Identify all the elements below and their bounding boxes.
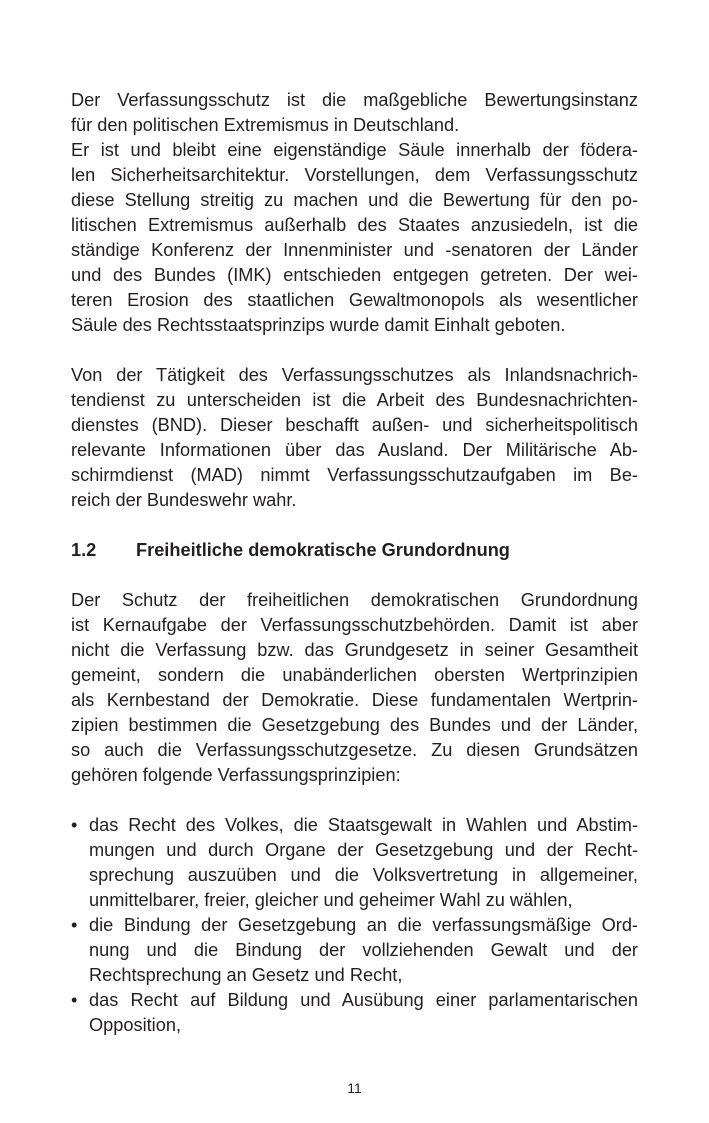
text-line: len Sicherheitsarchitektur. Vorstellungen, dem Verfassungsschutz bbox=[71, 165, 638, 185]
text-line: sprechung auszuüben und die Volksvertretung in allgemeiner, bbox=[89, 865, 638, 885]
text-line: für den politischen Extremismus in Deutschland. bbox=[71, 115, 460, 135]
text-line: Opposition, bbox=[89, 1015, 182, 1035]
text-line: ständige Konferenz der Innenminister und -senatoren der Länder bbox=[71, 240, 638, 260]
list-item bbox=[71, 988, 638, 1038]
text-line: Der Schutz der freiheitlichen demokratischen Grundordnung bbox=[71, 590, 638, 610]
paragraph-3 bbox=[71, 363, 638, 513]
list-item bbox=[71, 813, 638, 913]
text-line: so auch die Verfassungsschutzgesetze. Zu diesen Grundsätzen bbox=[71, 740, 638, 760]
text-line: dienstes (BND). Dieser beschafft außen- und sicherheitspolitisch bbox=[71, 415, 638, 435]
text-line: reich der Bundeswehr wahr. bbox=[71, 490, 297, 510]
page-body bbox=[71, 88, 638, 1038]
text-line: das Recht auf Bildung und Ausübung einer parlamentarischen bbox=[89, 990, 638, 1010]
text-line: diese Stellung streitig zu machen und die Bewertung für den po- bbox=[71, 190, 638, 210]
section-title: Freiheitliche demokratische Grundordnung bbox=[136, 540, 510, 560]
section-heading bbox=[71, 538, 638, 563]
text-line: Von der Tätigkeit des Verfassungsschutzes als Inlandsnachrich- bbox=[71, 365, 638, 385]
text-line: tendienst zu unterscheiden ist die Arbeit des Bundesnachrichten- bbox=[71, 390, 638, 410]
text-line: Rechtsprechung an Gesetz und Recht, bbox=[89, 965, 403, 985]
paragraph-2 bbox=[71, 138, 638, 338]
paragraph-gap bbox=[71, 563, 638, 588]
bullet-icon: • bbox=[71, 990, 78, 1010]
text-line: ist Kernaufgabe der Verfassungsschutzbehörden. Damit ist aber bbox=[71, 615, 638, 635]
text-line: mungen und durch Organe der Gesetzgebung und der Recht- bbox=[89, 840, 638, 860]
text-line: Er ist und bleibt eine eigenständige Säule innerhalb der föderа- bbox=[71, 140, 638, 160]
paragraph-1 bbox=[71, 88, 638, 138]
text-line: relevante Informationen über das Ausland. Der Militärische Ab- bbox=[71, 440, 638, 460]
paragraph-gap bbox=[71, 338, 638, 363]
text-line: Säule des Rechtsstaatsprinzips wurde damit Einhalt geboten. bbox=[71, 315, 566, 335]
text-line: das Recht des Volkes, die Staatsgewalt in Wahlen und Abstim- bbox=[89, 815, 638, 835]
list-item bbox=[71, 913, 638, 988]
page-number: 11 bbox=[347, 1080, 362, 1096]
bullet-icon: • bbox=[71, 815, 78, 835]
text-line: schirmdienst (MAD) nimmt Verfassungsschutzaufgaben im Be- bbox=[71, 465, 638, 485]
paragraph-4 bbox=[71, 588, 638, 788]
text-line: die Bindung der Gesetzgebung an die verfassungsmäßige Ord- bbox=[89, 915, 638, 935]
text-line: litischen Extremismus außerhalb des Staates anzusiedeln, ist die bbox=[71, 215, 638, 235]
paragraph-gap bbox=[71, 513, 638, 538]
text-line: gehören folgende Verfassungsprinzipien: bbox=[71, 765, 401, 785]
principles-list bbox=[71, 813, 638, 1038]
bullet-icon: • bbox=[71, 915, 78, 935]
text-line: Der Verfassungsschutz ist die maßgebliche Bewertungsinstanz bbox=[71, 90, 638, 110]
text-line: zipien bestimmen die Gesetzgebung des Bundes und der Länder, bbox=[71, 715, 638, 735]
paragraph-gap bbox=[71, 788, 638, 813]
text-line: nicht die Verfassung bzw. das Grundgesetz in seiner Gesamtheit bbox=[71, 640, 638, 660]
text-line: nung und die Bindung der vollziehenden Gewalt und der bbox=[89, 940, 638, 960]
text-line: als Kernbestand der Demokratie. Diese fundamentalen Wertprin- bbox=[71, 690, 638, 710]
text-line: unmittelbarer, freier, gleicher und geheimer Wahl zu wählen, bbox=[89, 890, 573, 910]
text-line: gemeint, sondern die unabänderlichen obersten Wertprinzipien bbox=[71, 665, 638, 685]
section-number: 1.2 bbox=[71, 540, 97, 560]
text-line: und des Bundes (IMK) entschieden entgegen getreten. Der wei- bbox=[71, 265, 638, 285]
text-line: teren Erosion des staatlichen Gewaltmonopols als wesentlicher bbox=[71, 290, 638, 310]
